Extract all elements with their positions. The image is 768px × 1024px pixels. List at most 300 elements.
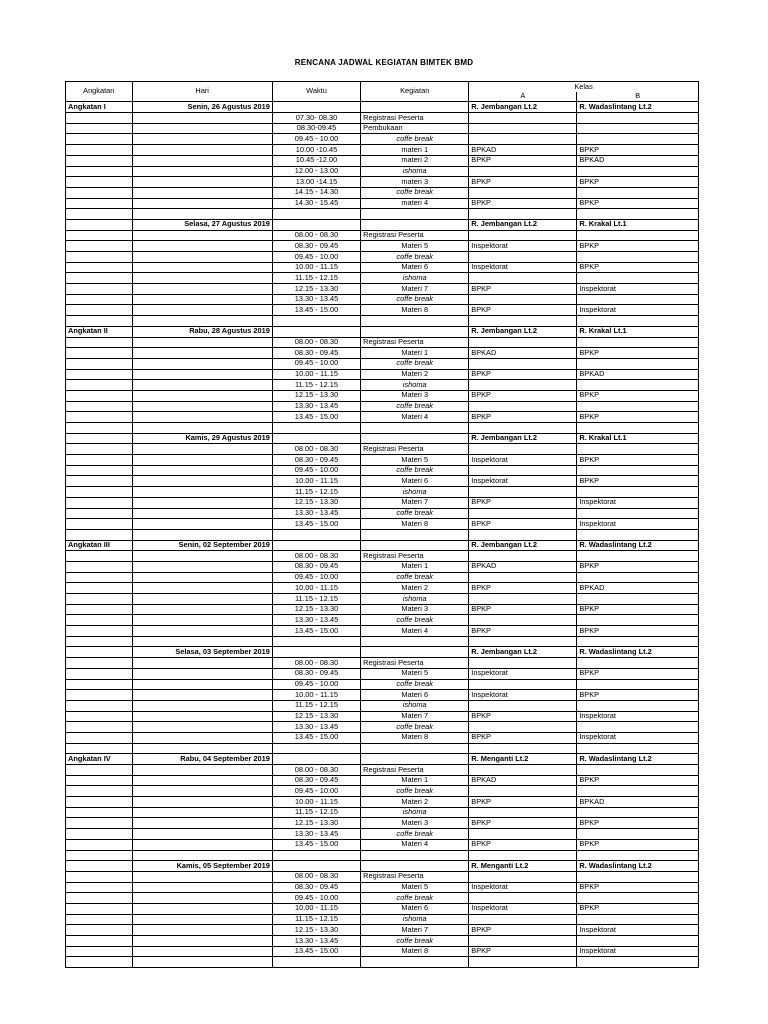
- kelas-b-cell: Inspektorat: [577, 711, 699, 722]
- hari-cell: [132, 893, 272, 904]
- kelas-b-cell: [577, 594, 699, 605]
- angkatan-cell: [66, 914, 133, 925]
- kelas-a-cell: Inspektorat: [469, 476, 577, 487]
- waktu-cell: 08.00 - 08.30: [272, 551, 360, 562]
- page-title: RENCANA JADWAL KEGIATAN BIMTEK BMD: [294, 58, 474, 67]
- session-row: [66, 668, 699, 679]
- waktu-cell: 10.00 - 11.15: [272, 262, 360, 273]
- session-row: [66, 198, 699, 209]
- kelas-b-cell: [577, 487, 699, 498]
- angkatan-cell: [66, 572, 133, 583]
- spacer-row: [66, 743, 699, 754]
- empty-cell: [66, 636, 133, 647]
- waktu-cell: 08.00 - 08.30: [272, 337, 360, 348]
- kelas-b-cell: [577, 294, 699, 305]
- kelas-b-cell: Inspektorat: [577, 732, 699, 743]
- kelas-b-cell: BPKAD: [577, 583, 699, 594]
- waktu-cell: 11.15 - 12.15: [272, 807, 360, 818]
- hari-cell: [132, 358, 272, 369]
- kegiatan-cell: [361, 861, 469, 872]
- session-row: [66, 893, 699, 904]
- session-row: [66, 732, 699, 743]
- room-a-cell: R. Jembangan Lt.2: [469, 540, 577, 551]
- hari-cell: [132, 722, 272, 733]
- waktu-cell: 12.15 - 13.30: [272, 604, 360, 615]
- hari-cell: [132, 594, 272, 605]
- kelas-a-cell: [469, 594, 577, 605]
- empty-cell: [132, 743, 272, 754]
- waktu-cell: 13.45 - 15.00: [272, 519, 360, 530]
- room-b-cell: R. Wadaslintang Lt.2: [577, 102, 699, 113]
- room-b-cell: R. Krakal Lt.1: [577, 433, 699, 444]
- session-row: [66, 390, 699, 401]
- angkatan-cell: [66, 668, 133, 679]
- room-b-cell: R. Krakal Lt.1: [577, 219, 699, 230]
- waktu-cell: 11.15 - 12.15: [272, 594, 360, 605]
- kelas-a-cell: [469, 187, 577, 198]
- empty-cell: [272, 316, 360, 327]
- waktu-cell: 09.45 - 10.00: [272, 572, 360, 583]
- kelas-b-cell: Inspektorat: [577, 497, 699, 508]
- waktu-cell: 10.00 - 11.15: [272, 583, 360, 594]
- waktu-cell: 10.00 - 11.15: [272, 690, 360, 701]
- hari-cell: [132, 615, 272, 626]
- waktu-cell: 13.45 - 15.00: [272, 412, 360, 423]
- hari-cell: [132, 369, 272, 380]
- angkatan-cell: [66, 230, 133, 241]
- angkatan-cell: [66, 711, 133, 722]
- header-angkatan: Angkatan: [66, 82, 133, 102]
- waktu-cell: 11.15 - 12.15: [272, 700, 360, 711]
- angkatan-cell: [66, 305, 133, 316]
- kegiatan-cell: [361, 754, 469, 765]
- kelas-b-cell: [577, 401, 699, 412]
- angkatan-cell: [66, 722, 133, 733]
- session-row: [66, 871, 699, 882]
- empty-cell: [361, 850, 469, 861]
- session-row: [66, 284, 699, 295]
- kelas-b-cell: [577, 508, 699, 519]
- kelas-b-cell: BPKAD: [577, 155, 699, 166]
- hari-cell: Rabu, 04 September 2019: [132, 754, 272, 765]
- empty-cell: [66, 529, 133, 540]
- hari-cell: [132, 390, 272, 401]
- kelas-b-cell: BPKP: [577, 690, 699, 701]
- hari-cell: [132, 134, 272, 145]
- waktu-cell: [272, 102, 360, 113]
- kelas-a-cell: [469, 551, 577, 562]
- waktu-cell: [272, 219, 360, 230]
- empty-cell: [272, 957, 360, 968]
- empty-cell: [66, 423, 133, 434]
- kelas-a-cell: [469, 914, 577, 925]
- header-kegiatan: Kegiatan: [361, 82, 469, 102]
- room-a-cell: R. Jembangan Lt.2: [469, 326, 577, 337]
- session-row: [66, 113, 699, 124]
- kegiatan-cell: Registrasi Peserta: [361, 551, 469, 562]
- room-a-cell: R. Jembangan Lt.2: [469, 102, 577, 113]
- kelas-b-cell: Inspektorat: [577, 305, 699, 316]
- kelas-a-cell: BPKP: [469, 177, 577, 188]
- angkatan-cell: [66, 658, 133, 669]
- kelas-b-cell: [577, 936, 699, 947]
- waktu-cell: 11.15 - 12.15: [272, 273, 360, 284]
- hari-cell: [132, 177, 272, 188]
- angkatan-cell: [66, 166, 133, 177]
- waktu-cell: 12.15 - 13.30: [272, 497, 360, 508]
- kegiatan-cell: coffe break: [361, 508, 469, 519]
- kelas-b-cell: [577, 113, 699, 124]
- kelas-a-cell: BPKP: [469, 839, 577, 850]
- angkatan-cell: [66, 348, 133, 359]
- day-header-row: [66, 754, 699, 765]
- kelas-a-cell: BPKP: [469, 155, 577, 166]
- angkatan-cell: [66, 465, 133, 476]
- kelas-a-cell: [469, 807, 577, 818]
- angkatan-cell: [66, 369, 133, 380]
- session-row: [66, 123, 699, 134]
- kegiatan-cell: Materi 1: [361, 775, 469, 786]
- waktu-cell: 14.30 - 15.45: [272, 198, 360, 209]
- hari-cell: [132, 444, 272, 455]
- hari-cell: [132, 658, 272, 669]
- angkatan-cell: [66, 519, 133, 530]
- hari-cell: [132, 583, 272, 594]
- hari-cell: Kamis, 05 September 2019: [132, 861, 272, 872]
- angkatan-cell: [66, 455, 133, 466]
- empty-cell: [66, 209, 133, 220]
- waktu-cell: 09.45 - 10.00: [272, 679, 360, 690]
- kegiatan-cell: Registrasi Peserta: [361, 230, 469, 241]
- kegiatan-cell: coffe break: [361, 358, 469, 369]
- header-hari: Hari: [132, 82, 272, 102]
- kelas-a-cell: BPKP: [469, 818, 577, 829]
- kegiatan-cell: Materi 3: [361, 390, 469, 401]
- waktu-cell: 10.00 - 11.15: [272, 369, 360, 380]
- empty-cell: [469, 423, 577, 434]
- kelas-a-cell: BPKP: [469, 711, 577, 722]
- kelas-b-cell: BPKP: [577, 604, 699, 615]
- angkatan-cell: [66, 273, 133, 284]
- angkatan-cell: [66, 401, 133, 412]
- kelas-b-cell: BPKP: [577, 903, 699, 914]
- angkatan-cell: [66, 187, 133, 198]
- kelas-b-cell: [577, 230, 699, 241]
- hari-cell: [132, 839, 272, 850]
- waktu-cell: 13.45 - 15.00: [272, 305, 360, 316]
- room-b-cell: R. Wadaslintang Lt.2: [577, 540, 699, 551]
- hari-cell: [132, 604, 272, 615]
- waktu-cell: 11.15 - 12.15: [272, 487, 360, 498]
- kegiatan-cell: ishoma: [361, 914, 469, 925]
- hari-cell: [132, 700, 272, 711]
- kegiatan-cell: Materi 6: [361, 476, 469, 487]
- hari-cell: Kamis, 29 Agustus 2019: [132, 433, 272, 444]
- room-b-cell: R. Wadaslintang Lt.2: [577, 647, 699, 658]
- angkatan-cell: [66, 807, 133, 818]
- hari-cell: [132, 690, 272, 701]
- kelas-b-cell: [577, 123, 699, 134]
- session-row: [66, 903, 699, 914]
- kegiatan-cell: Materi 7: [361, 284, 469, 295]
- session-row: [66, 626, 699, 637]
- angkatan-cell: [66, 337, 133, 348]
- kelas-b-cell: [577, 273, 699, 284]
- hari-cell: [132, 187, 272, 198]
- kelas-a-cell: [469, 230, 577, 241]
- header-kelas: Kelas: [469, 82, 699, 92]
- kegiatan-cell: coffe break: [361, 401, 469, 412]
- empty-cell: [469, 316, 577, 327]
- angkatan-cell: [66, 380, 133, 391]
- hari-cell: [132, 123, 272, 134]
- kegiatan-cell: Materi 7: [361, 711, 469, 722]
- hari-cell: Senin, 02 September 2019: [132, 540, 272, 551]
- waktu-cell: 08.00 - 08.30: [272, 765, 360, 776]
- kelas-a-cell: [469, 123, 577, 134]
- kelas-b-cell: BPKAD: [577, 797, 699, 808]
- empty-cell: [272, 636, 360, 647]
- session-row: [66, 401, 699, 412]
- hari-cell: [132, 262, 272, 273]
- angkatan-cell: [66, 786, 133, 797]
- angkatan-cell: [66, 946, 133, 957]
- angkatan-cell: [66, 775, 133, 786]
- waktu-cell: 08.00 - 08.30: [272, 658, 360, 669]
- kelas-b-cell: BPKP: [577, 348, 699, 359]
- spacer-row: [66, 316, 699, 327]
- kelas-a-cell: Inspektorat: [469, 668, 577, 679]
- kelas-a-cell: BPKAD: [469, 145, 577, 156]
- waktu-cell: 13.45 - 15.00: [272, 946, 360, 957]
- empty-cell: [272, 209, 360, 220]
- hari-cell: [132, 455, 272, 466]
- kegiatan-cell: Materi 3: [361, 604, 469, 615]
- kelas-a-cell: [469, 722, 577, 733]
- kelas-b-cell: [577, 871, 699, 882]
- angkatan-cell: [66, 358, 133, 369]
- session-row: [66, 615, 699, 626]
- kelas-a-cell: Inspektorat: [469, 241, 577, 252]
- hari-cell: [132, 679, 272, 690]
- waktu-cell: 10.45 -12.00: [272, 155, 360, 166]
- empty-cell: [272, 743, 360, 754]
- kelas-a-cell: BPKP: [469, 390, 577, 401]
- angkatan-cell: [66, 241, 133, 252]
- kelas-a-cell: BPKAD: [469, 561, 577, 572]
- kelas-b-cell: [577, 829, 699, 840]
- kelas-a-cell: [469, 615, 577, 626]
- kelas-b-cell: [577, 572, 699, 583]
- hari-cell: [132, 401, 272, 412]
- angkatan-cell: [66, 647, 133, 658]
- waktu-cell: 13.30 - 13.45: [272, 401, 360, 412]
- empty-cell: [577, 316, 699, 327]
- hari-cell: [132, 551, 272, 562]
- kelas-a-cell: Inspektorat: [469, 903, 577, 914]
- room-a-cell: R. Jembangan Lt.2: [469, 647, 577, 658]
- session-row: [66, 230, 699, 241]
- empty-cell: [272, 850, 360, 861]
- waktu-cell: 08.30-09.45: [272, 123, 360, 134]
- kegiatan-cell: Materi 1: [361, 561, 469, 572]
- hari-cell: [132, 273, 272, 284]
- kelas-a-cell: [469, 294, 577, 305]
- session-row: [66, 925, 699, 936]
- kelas-b-cell: [577, 358, 699, 369]
- kegiatan-cell: coffe break: [361, 252, 469, 263]
- session-row: [66, 294, 699, 305]
- session-row: [66, 914, 699, 925]
- waktu-cell: 13.30 - 13.45: [272, 508, 360, 519]
- hari-cell: [132, 348, 272, 359]
- waktu-cell: 12.15 - 13.30: [272, 818, 360, 829]
- kelas-a-cell: [469, 765, 577, 776]
- kegiatan-cell: Registrasi Peserta: [361, 658, 469, 669]
- session-row: [66, 765, 699, 776]
- kelas-b-cell: BPKP: [577, 412, 699, 423]
- kelas-a-cell: [469, 380, 577, 391]
- angkatan-cell: [66, 925, 133, 936]
- empty-cell: [66, 957, 133, 968]
- waktu-cell: 08.00 - 08.30: [272, 230, 360, 241]
- kegiatan-cell: Registrasi Peserta: [361, 113, 469, 124]
- angkatan-cell: [66, 561, 133, 572]
- waktu-cell: 07.30- 08.30: [272, 113, 360, 124]
- session-row: [66, 337, 699, 348]
- waktu-cell: 13.30 - 13.45: [272, 294, 360, 305]
- empty-cell: [577, 957, 699, 968]
- kelas-b-cell: BPKP: [577, 198, 699, 209]
- waktu-cell: 09.45 - 10.00: [272, 893, 360, 904]
- session-row: [66, 722, 699, 733]
- kelas-a-cell: BPKP: [469, 284, 577, 295]
- kelas-a-cell: [469, 465, 577, 476]
- waktu-cell: 13.30 - 13.45: [272, 722, 360, 733]
- hari-cell: [132, 711, 272, 722]
- kelas-b-cell: BPKP: [577, 177, 699, 188]
- kegiatan-cell: coffe break: [361, 786, 469, 797]
- session-row: [66, 369, 699, 380]
- empty-cell: [577, 529, 699, 540]
- waktu-cell: 08.30 - 09.45: [272, 241, 360, 252]
- empty-cell: [361, 423, 469, 434]
- hari-cell: [132, 797, 272, 808]
- session-row: [66, 166, 699, 177]
- angkatan-cell: [66, 390, 133, 401]
- kelas-b-cell: [577, 700, 699, 711]
- waktu-cell: 11.15 - 12.15: [272, 914, 360, 925]
- kelas-b-cell: [577, 786, 699, 797]
- empty-cell: [577, 850, 699, 861]
- session-row: [66, 487, 699, 498]
- hari-cell: [132, 936, 272, 947]
- kegiatan-cell: Materi 8: [361, 946, 469, 957]
- kelas-b-cell: [577, 444, 699, 455]
- empty-cell: [361, 316, 469, 327]
- hari-cell: [132, 775, 272, 786]
- kegiatan-cell: [361, 433, 469, 444]
- waktu-cell: 13.30 - 13.45: [272, 936, 360, 947]
- kelas-a-cell: Inspektorat: [469, 882, 577, 893]
- waktu-cell: 08.30 - 09.45: [272, 668, 360, 679]
- session-row: [66, 465, 699, 476]
- kelas-b-cell: BPKP: [577, 241, 699, 252]
- kelas-a-cell: Inspektorat: [469, 455, 577, 466]
- session-row: [66, 508, 699, 519]
- session-row: [66, 775, 699, 786]
- angkatan-cell: [66, 797, 133, 808]
- hari-cell: [132, 294, 272, 305]
- room-b-cell: R. Krakal Lt.1: [577, 326, 699, 337]
- kelas-b-cell: [577, 337, 699, 348]
- hari-cell: [132, 487, 272, 498]
- kelas-a-cell: BPKP: [469, 732, 577, 743]
- waktu-cell: [272, 647, 360, 658]
- waktu-cell: 08.30 - 09.45: [272, 561, 360, 572]
- kegiatan-cell: Materi 4: [361, 839, 469, 850]
- empty-cell: [132, 957, 272, 968]
- waktu-cell: 12.15 - 13.30: [272, 711, 360, 722]
- kegiatan-cell: materi 3: [361, 177, 469, 188]
- angkatan-cell: [66, 882, 133, 893]
- kelas-b-cell: [577, 914, 699, 925]
- kelas-a-cell: [469, 487, 577, 498]
- session-row: [66, 262, 699, 273]
- angkatan-cell: [66, 487, 133, 498]
- waktu-cell: 09.45 - 10.00: [272, 786, 360, 797]
- room-b-cell: R. Wadaslintang Lt.2: [577, 861, 699, 872]
- kelas-b-cell: [577, 893, 699, 904]
- kelas-b-cell: BPKP: [577, 476, 699, 487]
- hari-cell: [132, 155, 272, 166]
- empty-cell: [132, 209, 272, 220]
- session-row: [66, 476, 699, 487]
- kegiatan-cell: [361, 647, 469, 658]
- angkatan-cell: [66, 551, 133, 562]
- angkatan-cell: [66, 615, 133, 626]
- kegiatan-cell: Materi 7: [361, 497, 469, 508]
- kegiatan-cell: coffe break: [361, 936, 469, 947]
- empty-cell: [469, 529, 577, 540]
- empty-cell: [577, 743, 699, 754]
- empty-cell: [272, 423, 360, 434]
- kelas-a-cell: BPKP: [469, 797, 577, 808]
- angkatan-cell: [66, 765, 133, 776]
- angkatan-cell: [66, 679, 133, 690]
- waktu-cell: 10.00 -10.45: [272, 145, 360, 156]
- hari-cell: [132, 871, 272, 882]
- angkatan-cell: [66, 829, 133, 840]
- session-row: [66, 177, 699, 188]
- waktu-cell: 13.00 -14.15: [272, 177, 360, 188]
- angkatan-cell: [66, 284, 133, 295]
- angkatan-cell: [66, 155, 133, 166]
- hari-cell: Rabu, 28 Agustus 2019: [132, 326, 272, 337]
- room-a-cell: R. Jembangan Lt.2: [469, 433, 577, 444]
- hari-cell: [132, 786, 272, 797]
- hari-cell: [132, 807, 272, 818]
- session-row: [66, 358, 699, 369]
- angkatan-cell: [66, 497, 133, 508]
- day-header-row: [66, 102, 699, 113]
- waktu-cell: 08.00 - 08.30: [272, 444, 360, 455]
- kelas-a-cell: [469, 166, 577, 177]
- empty-cell: [132, 423, 272, 434]
- session-row: [66, 305, 699, 316]
- hari-cell: [132, 284, 272, 295]
- hari-cell: [132, 412, 272, 423]
